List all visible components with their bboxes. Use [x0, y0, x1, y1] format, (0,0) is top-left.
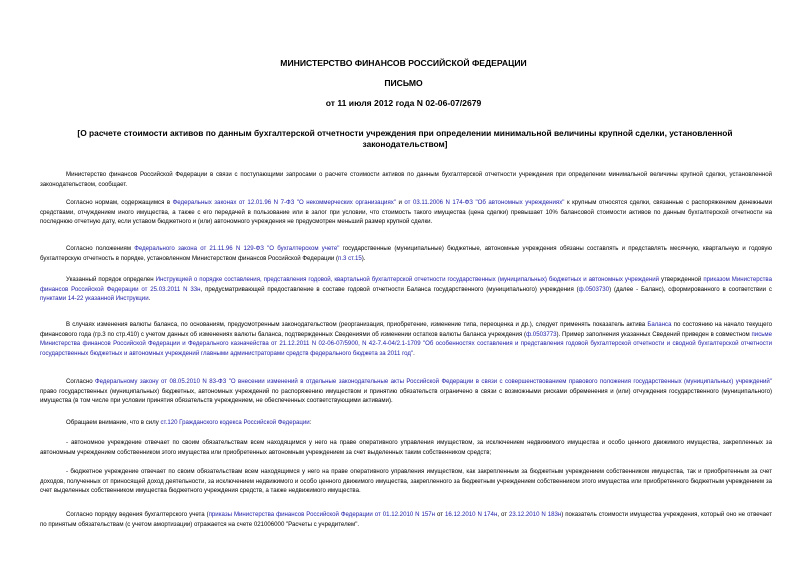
order-link-174n[interactable]: 16.12.2010 N 174н	[445, 511, 498, 518]
paragraph-text: Согласно положениям	[66, 245, 135, 252]
paragraph-text: от	[435, 511, 445, 518]
order-link-157n[interactable]: приказы Министерства финансов Российской Федерации от 01.12.2010 N 157н	[208, 511, 436, 518]
joint-letter-link[interactable]: письме Министерства финансов Российской Федерации и Федерального казначейства от 21.12.2011 N 02-06-07/5900, N 42-7.4-04/2.1-1709 "Об особенностях составления и представления годовой бухгалтерской отчетности и сводной бухгалтерской отчетности государственных бюджетных и автономных учреждений главными администраторами средств федерального бюджета за 2011 год"	[40, 330, 772, 357]
order-link-33n[interactable]: приказом Министерства финансов Российской Федерации от 25.03.2011 N 33н	[40, 276, 772, 293]
paragraph-text: В случаях изменения валюты баланса, по основаниям, предусмотренным законодательством (реорганизация, приобретение, изменение типа, переоценка и др.), следует применять показатель актива	[66, 321, 648, 328]
paragraph-83fz	[40, 377, 772, 406]
paragraph-text: .	[413, 349, 415, 357]
paragraph-text: ) (далее - Баланс), сформированного в соответствии с	[609, 285, 772, 293]
instruction-link[interactable]: Инструкцией о порядке составления, представления годовой, квартальной бухгалтерской отчетности государственных (муниципальных) бюджетных и автономных учреждений	[155, 276, 660, 283]
paragraph-text: право государственных (муниципальных) бюджетных, автономных учреждений по распоряжению имуществом и принятию обязательств ограничено в связи с возможными рисками обременения и (или) отчуждения государственного (муниципального) имущества (в том числе при условии принятия обязательств учреждением, не обеспеченных соответствующими активами).	[40, 387, 772, 405]
paragraph-budget-liability: - бюджетное учреждение отвечает по своим обязательствам всем находящимся у него на праве оперативного управления имуществом, как закрепленным за бюджетным учреждением собственником имущества, так и приобретенным за счет доходов, полученных от приносящей доход деятельности, за исключением недвижимого и особо ценного движимого имущества, закрепленного за бюджетным учреждением собственником этого имущества или приобретенного бюджетным учреждением за счет выделенных собственником имущества бюджетного учреждения средств, а также недвижимого имущества.	[40, 468, 772, 495]
paragraph-text: , предусматривающей предоставление в составе годовой отчетности Баланса государственного (муниципального) учреждения (	[200, 285, 579, 293]
paragraph-text: к крупным относятся сделки, связанные с распоряжением денежными средствами, отчуждением иного имущества, а также с его передачей в пользование или в залог при условии, что стоимость такого имущества (цена сделки) превышает 10% балансовой стоимости активов по данным бухгалтерской отчетности на последнюю отчетную дату, если уставом бюджетного и (или) автономного учреждения не предусмотрен меньший размер крупной сделки.	[40, 199, 772, 226]
paragraph-text: , от	[497, 511, 509, 518]
paragraph-autonomous-liability: - автономное учреждение отвечает по своим обязательствам всем находящимся у него на праве оперативного управления имуществом, за исключением недвижимого имущества и особо ценного движимого имущества, закрепленных за автономным учреждением собственником этого имущества или приобретенных автономным учреждением за счет выделенных таким собственником средств;	[40, 439, 772, 456]
law-link-nko[interactable]: Федеральных законах от 12.01.96 N 7-ФЗ "О некоммерческих организациях"	[172, 199, 396, 206]
paragraph-instruction	[40, 275, 772, 304]
document-title: [О расчете стоимости активов по данным бухгалтерской отчетности учреждения при определении минимальной величины крупной сделки, установленной законодательством]	[77, 128, 733, 149]
document-type: ПИСЬМО	[384, 78, 423, 88]
paragraph-text: Согласно порядку ведения бухгалтерского учета (	[66, 511, 209, 518]
law-link-accounting[interactable]: Федерального закона от 21.11.96 N 129-ФЗ "О бухгалтерском учете"	[134, 245, 340, 252]
paragraph-text: Указанный порядок определен	[66, 276, 156, 283]
paragraph-text: по состоянию на начало текущего финансового года (гр.3 по стр.410) с учетом данных об изменениях валюты баланса, подтвержденных Сведениями об изменении остатков валюты баланса учреждения (	[40, 321, 772, 338]
paragraph-text: ) показатель стоимости имущества учреждения, который оно не отвечает по принятым обязательствам (с учетом амортизации) отражается на счете 021006000 "Расчеты с учредителем".	[40, 511, 772, 528]
ministry-heading: МИНИСТЕРСТВО ФИНАНСОВ РОССИЙСКОЙ ФЕДЕРАЦИИ	[280, 58, 527, 68]
paragraph-text: утвержденной	[659, 276, 704, 283]
order-link-183n[interactable]: 23.12.2010 N 183н	[508, 511, 562, 518]
paragraph-text: государственные (муниципальные) бюджетные, автономные учреждения обязаны составлять и представлять месячную, квартальную и годовую бухгалтерскую отчетность в порядке, установленном Министерством финансов Российской Федерации (	[40, 245, 772, 262]
civil-code-link[interactable]: ст.120 Гражданского кодекса Российской Федерации	[160, 419, 310, 426]
form-link-0503773[interactable]: ф.0503773	[526, 330, 557, 338]
article-link-p3-st15[interactable]: п.3 ст.15	[338, 254, 362, 262]
paragraph-balance-change	[40, 320, 772, 358]
paragraph-civil-code	[40, 418, 772, 428]
paragraph-accounting-procedure	[40, 510, 772, 529]
paragraph-text: Согласно	[66, 378, 96, 385]
paragraph-accounting-law	[40, 244, 772, 263]
paragraph-text: ).	[361, 254, 366, 262]
paragraph-text: ). Пример заполнения указанных Сведений приведен в совместном	[556, 330, 752, 338]
law-link-83fz[interactable]: Федеральному закону от 08.05.2010 N 83-ФЗ "О внесении изменений в отдельные законодательные акты Российской Федерации в связи с совершенствованием правового положения государственных (муниципальных) учреждений"	[95, 378, 772, 385]
paragraph-text: .	[148, 295, 151, 303]
paragraph-major-deals	[40, 198, 772, 227]
balance-link[interactable]: Баланса	[647, 321, 672, 328]
law-link-autonomous[interactable]: от 03.11.2006 N 174-ФЗ "Об автономных учреждениях"	[404, 199, 565, 206]
paragraph-text: Согласно нормам, содержащимся в	[66, 199, 173, 206]
instruction-items-link[interactable]: пунктами 14-22 указанной Инструкции	[40, 295, 149, 303]
document-date-number: от 11 июля 2012 года N 02-06-07/2679	[325, 98, 482, 108]
paragraph-text: и	[395, 199, 405, 206]
paragraph-text: :	[309, 419, 312, 426]
paragraph-intro: Министерство финансов Российской Федерации в связи с поступающими запросами о расчете стоимости активов по данным бухгалтерской отчетности учреждения при определении минимальной величины крупной сделки, установленной законодательством, сообщает.	[40, 171, 772, 188]
form-link-0503730[interactable]: ф.0503730	[578, 285, 610, 293]
paragraph-text: Обращаем внимание, что в силу	[66, 419, 161, 426]
